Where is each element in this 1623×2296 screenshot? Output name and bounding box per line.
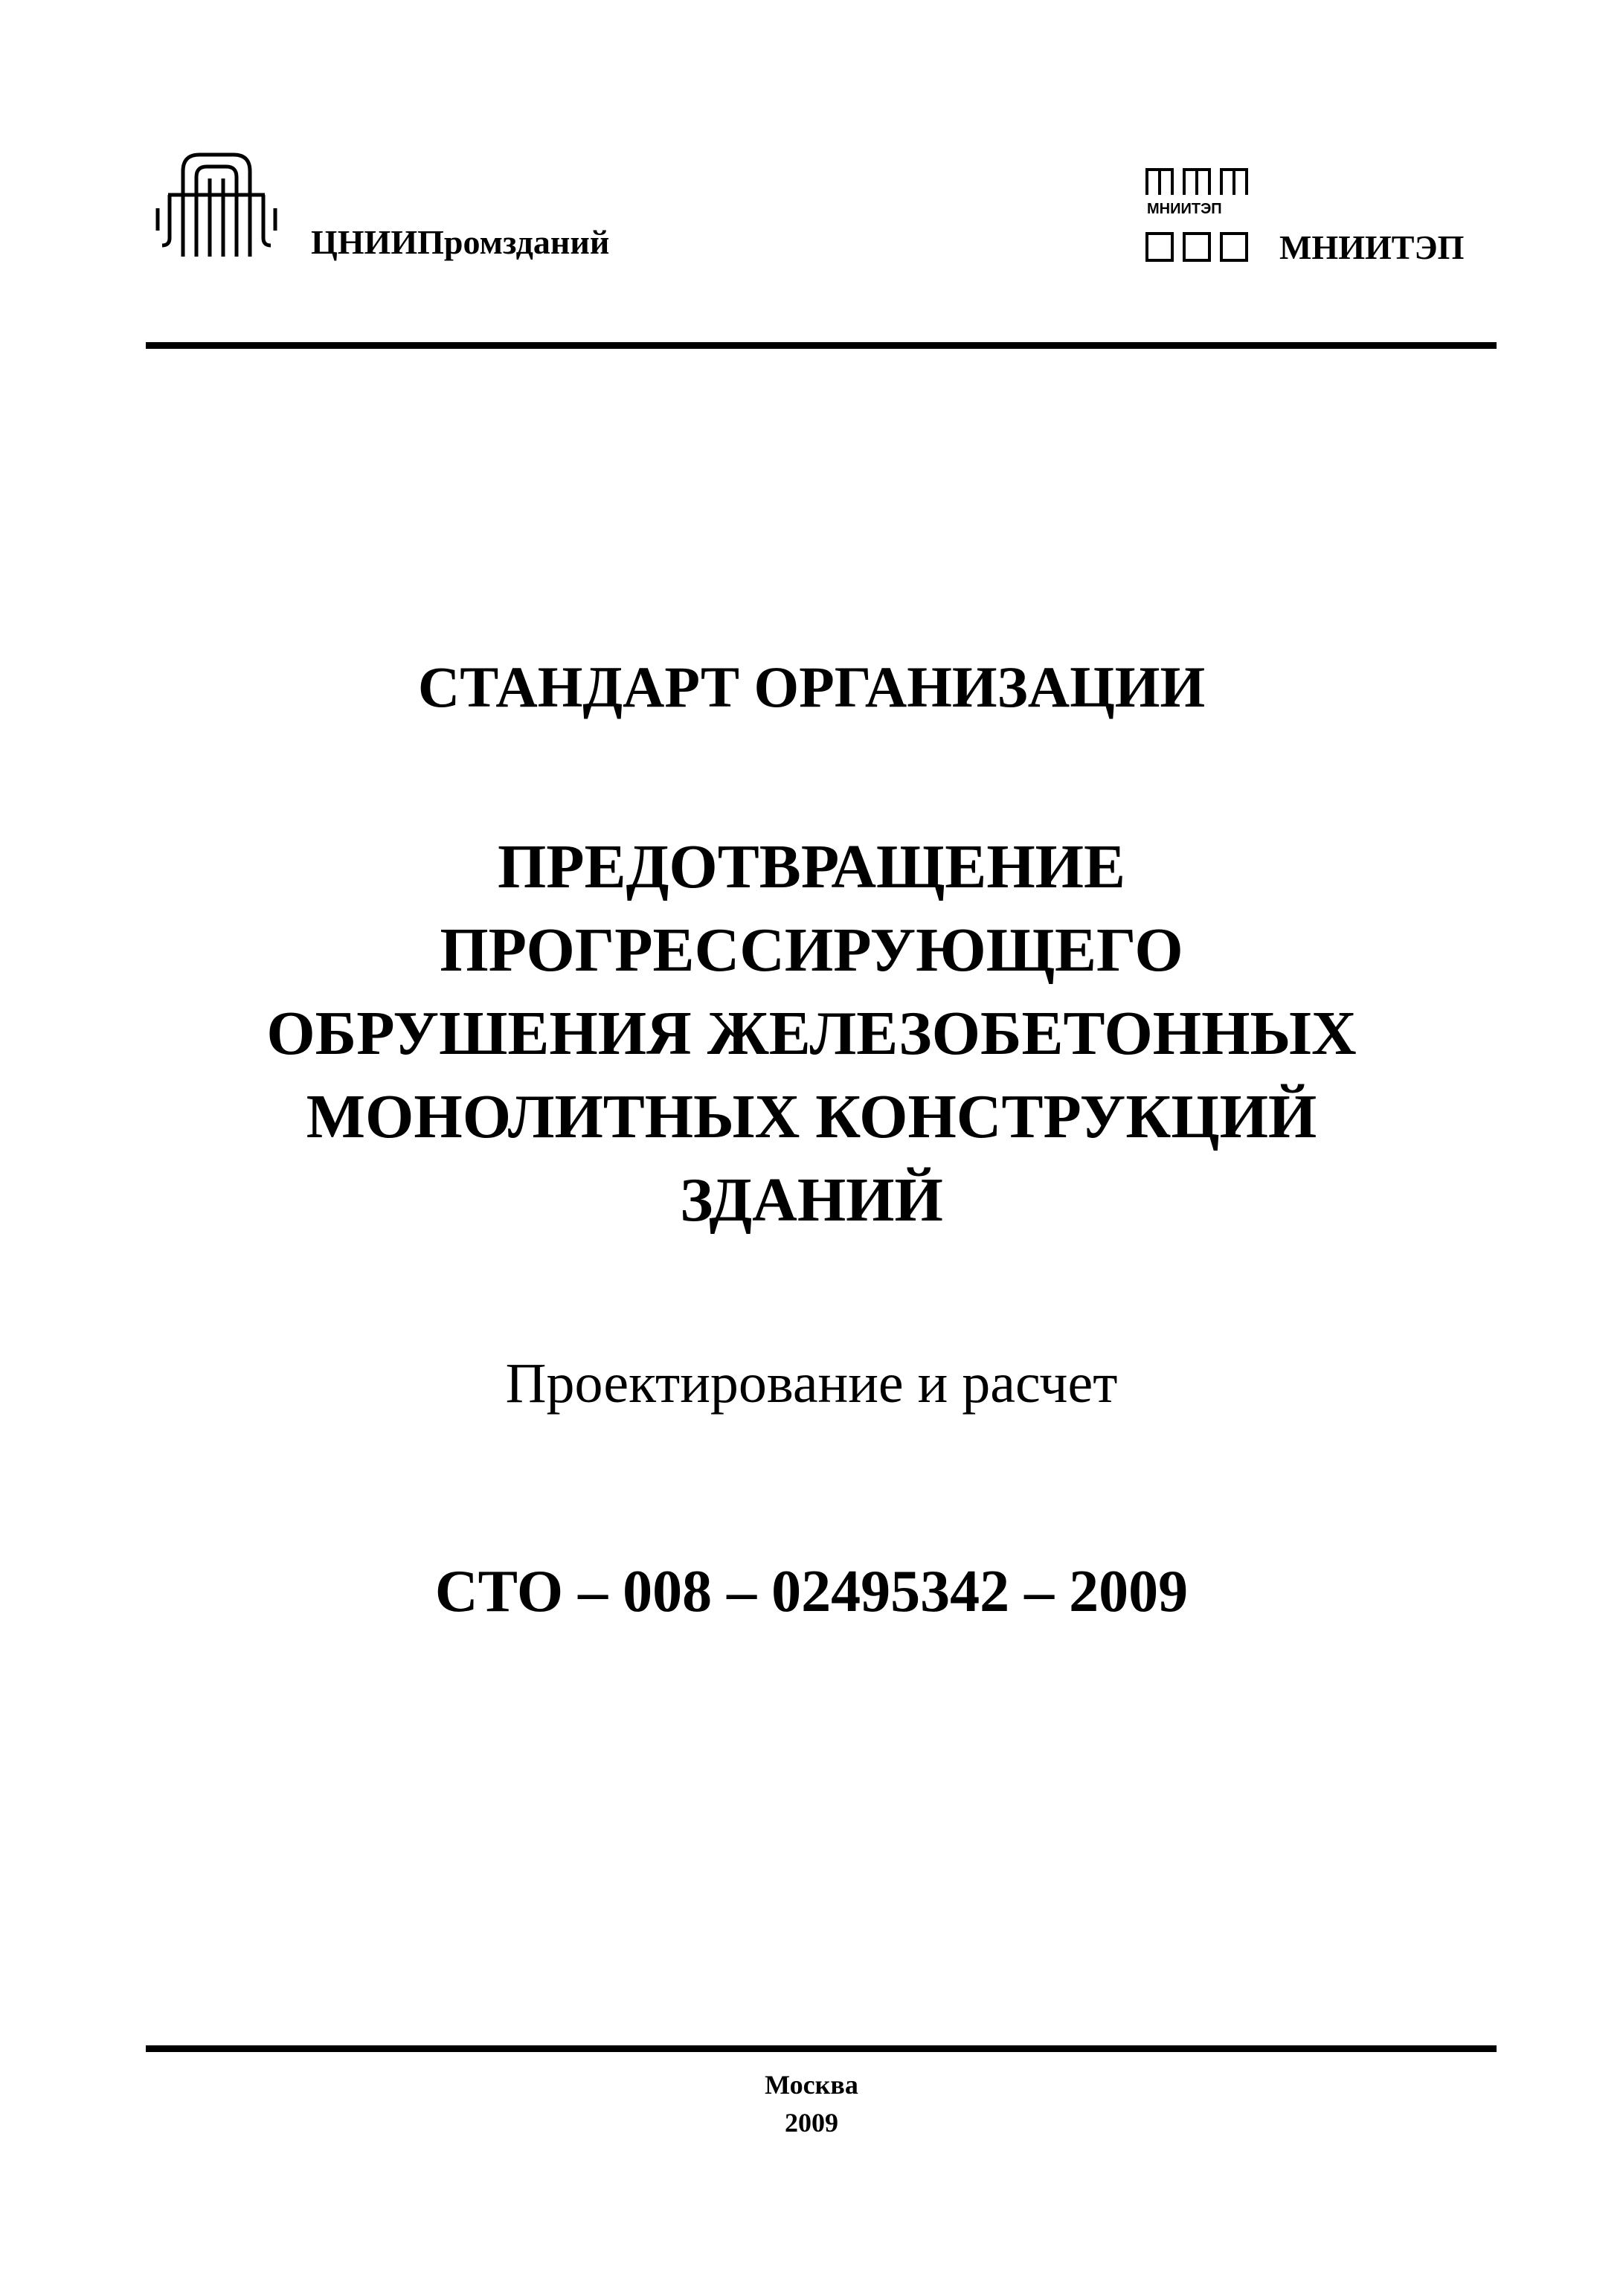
mniitep-logo-text: МНИИТЭП (1147, 201, 1222, 217)
document-type: СТАНДАРТ ОРГАНИЗАЦИИ (417, 655, 1206, 719)
top-divider (146, 342, 1497, 349)
bottom-divider (146, 2045, 1497, 2052)
document-code: СТО – 008 – 02495342 – 2009 (434, 1559, 1189, 1624)
publication-city: Москва (765, 2070, 858, 2100)
title-line: ПРЕДОТВРАЩЕНИЕ (497, 832, 1126, 901)
publication-year: 2009 (785, 2108, 838, 2138)
left-org-name: ЦНИИПромзданий (311, 223, 610, 261)
right-org-name: МНИИТЭП (1279, 228, 1465, 266)
title-line: ОБРУШЕНИЯ ЖЕЛЕЗОБЕТОННЫХ (266, 999, 1357, 1068)
document-subtitle: Проектирование и расчет (505, 1352, 1118, 1415)
title-line: МОНОЛИТНЫХ КОНСТРУКЦИЙ (306, 1082, 1317, 1151)
title-line: ЗДАНИЙ (680, 1165, 943, 1235)
title-line: ПРОГРЕССИРУЮЩЕГО (440, 916, 1183, 985)
document-title (0, 826, 1623, 1242)
tsniipromzdaniy-logo-icon (153, 149, 280, 260)
